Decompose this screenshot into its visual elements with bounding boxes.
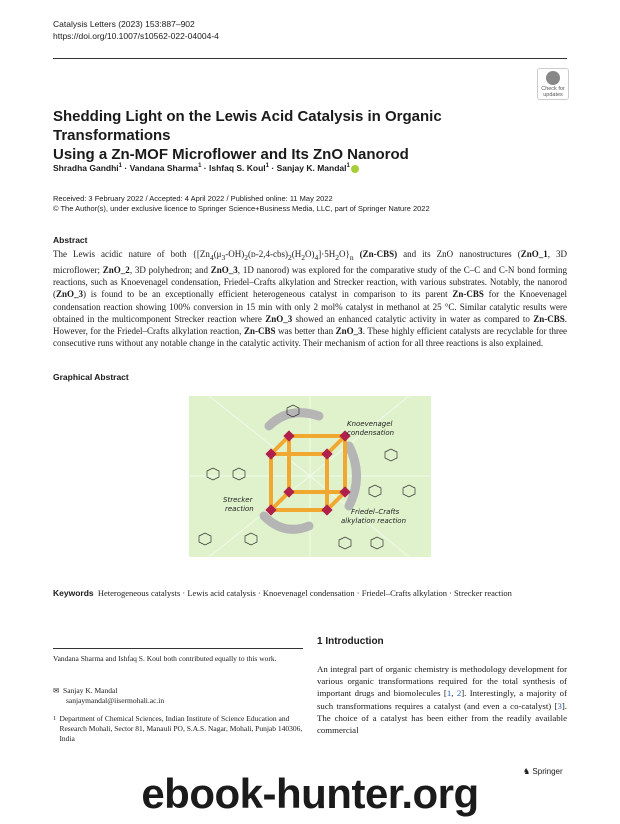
publisher-name: Springer [532, 767, 563, 776]
citation-link[interactable]: 3 [557, 700, 562, 711]
graphical-abstract-figure [189, 396, 431, 557]
affiliation-number: 1 [53, 715, 57, 722]
author-name[interactable]: Vandana Sharma [129, 163, 199, 173]
bookmark-icon [546, 71, 560, 85]
corr-author-email[interactable]: sanjaymandal@iisermohali.ac.in [66, 696, 165, 705]
abstract-text: The Lewis acidic nature of both $\{[Zn_4(\mu_3-OH)_2(ᴅ-2,4-cbs)_2(H_2O)_4]\cdot 5H_2O\}_n$ (Zn-CBS) and its ZnO nanostructures (ZnO_1, 3D microflower; ZnO_2, 3D polyhedron; and ZnO_3, 1D nanorod) was explored for the comparative study of the C–C and C-N bond forming reactions, such as Knoevenagel condensation, Friedel–Crafts alkylation and Strecker reaction, with various substrates. Notably, the nanorod (ZnO_3) is found to be an exceptionally efficient heterogeneous catalyst in comparison to its parent Zn-CBS for the Knoevenagel condensation reaction showing 100% conversion in 15 min with only 2 mol% catalyst in methanol at 25 °C. Similar catalytic results were obtained in the multicomponent Strecker reaction where ZnO_3 showed an enhanced catalytic activity in water as compared to Zn-CBS. However, for the Friedel–Crafts alkylation reaction, Zn-CBS was better than ZnO_3. These highly efficient catalysts are recyclable for three consecutive runs without any notable change in the catalytic activity. Their mechanism of action for all three reactions is also explained. [53, 249, 568, 349]
check-for-updates-badge[interactable] [537, 68, 569, 100]
knoevenagel-label-1: Knoevenagel [347, 420, 393, 428]
affiliation-note [53, 714, 303, 744]
watermark: ebook-hunter.org [141, 770, 479, 817]
affiliation-text: Department of Chemical Sciences, Indian Institute of Science Education and Research Mohali, Sector 81, Manauli PO, S.A.S. Nagar, Mohali, Punjab 140306, India [59, 714, 303, 743]
author-list: Shradha Gandhi$^1$ · Vandana Sharma$^1$ · Ishfaq S. Koul$^1$ · Sanjay K. Mandal$^1$ [53, 163, 359, 173]
friedel-label-1: Friedel–Crafts [351, 508, 400, 516]
springer-horse-icon: ♞ [523, 767, 531, 776]
author-affiliation: 1 [118, 163, 122, 170]
strecker-label-2: reaction [225, 505, 254, 513]
keywords [53, 587, 567, 599]
envelope-icon: ✉ [53, 686, 60, 695]
keywords-heading: Keywords [53, 588, 94, 598]
publication-dates [53, 194, 430, 214]
title-line-2: Using a Zn-MOF Microflower and Its ZnO Nanorod [53, 146, 409, 163]
section-heading-introduction: 1 Introduction [317, 636, 384, 647]
author-affiliation: 1 [198, 163, 202, 170]
abstract-heading: Abstract [53, 235, 88, 245]
corr-author-name: Sanjay K. Mandal [63, 686, 118, 695]
check-badge-line1: Check for [541, 86, 565, 92]
strecker-label-1: Strecker [223, 496, 253, 504]
citation-link[interactable]: 2 [456, 688, 462, 699]
author-affiliation: 1 [346, 163, 350, 170]
footnote-rule [53, 648, 303, 649]
corresponding-author [53, 686, 303, 706]
author-affiliation: 1 [265, 163, 269, 170]
paper-title [53, 107, 533, 164]
copyright-line: © The Author(s), under exclusive licence to Springer Science+Business Media, LLC, part of Springer Nature 2022 [53, 204, 430, 213]
author-name[interactable]: Ishfaq S. Koul [208, 163, 266, 173]
friedel-label-2: alkylation reaction [341, 517, 407, 525]
orcid-icon[interactable] [351, 165, 359, 173]
keywords-text: Heterogeneous catalysts · Lewis acid catalysis · Knoevenagel condensation · Friedel–Crafts alkylation · Strecker reaction [97, 588, 512, 598]
title-line-1: Shedding Light on the Lewis Acid Catalysis in Organic Transformations [53, 108, 442, 144]
header-rule [53, 58, 567, 59]
contribution-note: Vandana Sharma and Ishfaq S. Koul both contributed equally to this work. [53, 654, 277, 663]
doi-link[interactable]: https://doi.org/10.1007/s10562-022-04004-4 [53, 31, 219, 41]
dates-line: Received: 3 February 2022 / Accepted: 4 April 2022 / Published online: 11 May 2022 [53, 194, 333, 203]
author-name[interactable]: Sanjay K. Mandal [276, 163, 347, 173]
graphical-abstract-heading: Graphical Abstract [53, 372, 129, 382]
journal-header [53, 18, 219, 42]
check-badge-line2: updates [543, 92, 563, 98]
journal-citation: Catalysis Letters (2023) 153:887–902 [53, 19, 195, 29]
citation-link[interactable]: 1 [446, 688, 452, 699]
knoevenagel-label-2: condensation [347, 429, 395, 437]
introduction-text: An integral part of organic chemistry is methodology development for various organic transformations required for the total synthesis of important drugs and biomolecules [1, 2]. Interestingly, a majority of such transformations requires a catalyst (and even a co-catalyst) [3]. The choice of a catalyst has been either from the readily available commercial [317, 664, 567, 736]
author-name[interactable]: Shradha Gandhi [53, 163, 119, 173]
